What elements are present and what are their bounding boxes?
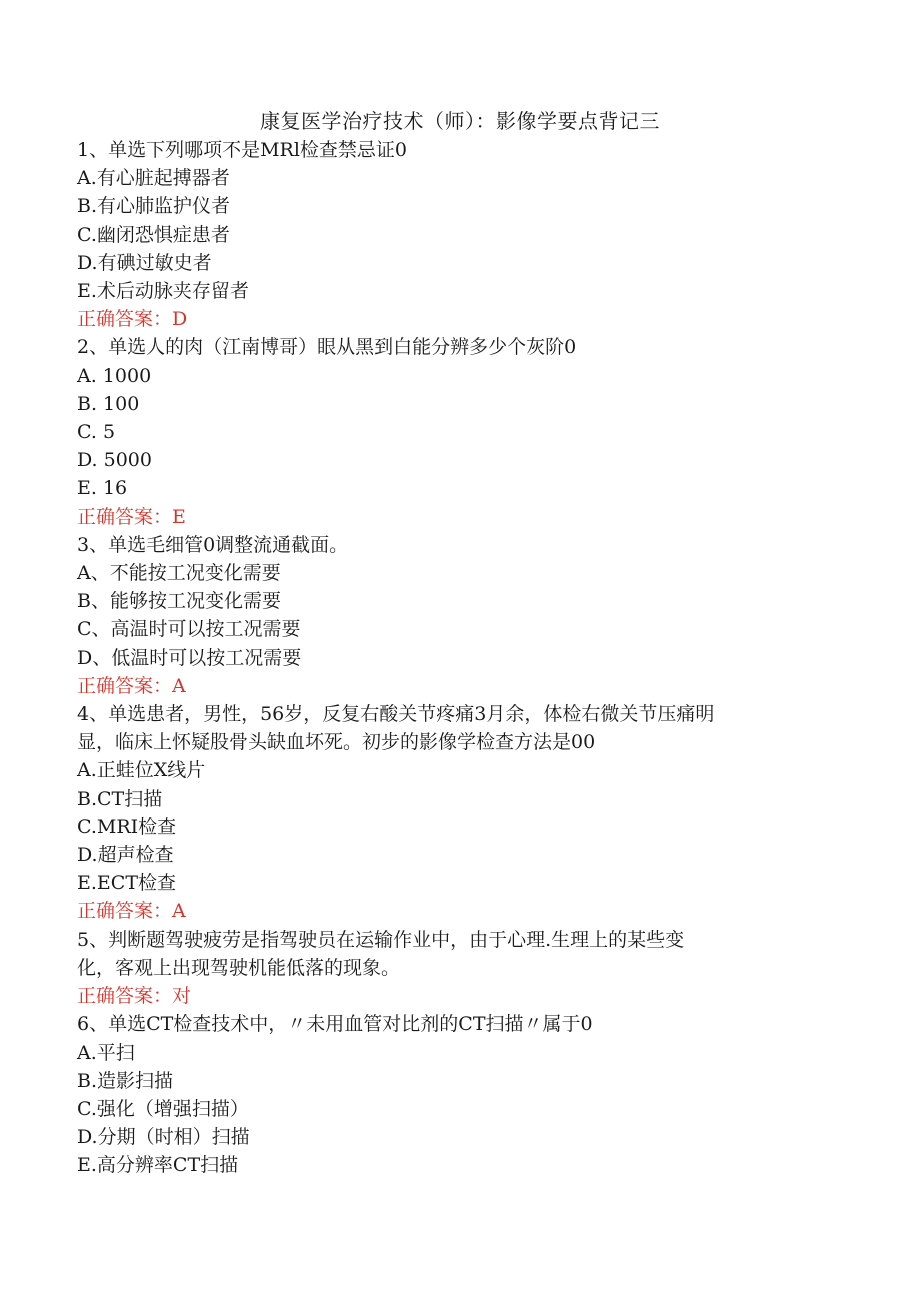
question-stem: 1、单选下列哪项不是MRl检查禁忌证0 xyxy=(77,139,408,161)
correct-answer: 正确答案：A xyxy=(77,674,186,697)
question-list xyxy=(77,136,817,1180)
option-b: B.CT扫描 xyxy=(77,787,163,810)
option-e: E.ECT检查 xyxy=(77,872,176,895)
question-4 xyxy=(77,700,817,926)
question-stem: 6、单选CT检查技术中，〃未用血管对比剂的CT扫描〃属于0 xyxy=(77,1013,593,1036)
question-2 xyxy=(77,333,817,530)
question-stem: 2、单选人的肉（江南博哥）眼从黑到白能分辨多少个灰阶0 xyxy=(77,336,577,359)
option-e: E.高分辨率CT扫描 xyxy=(77,1154,239,1177)
question-stem: 5、判断题驾驶疲劳是指驾驶员在运输作业中，由于心理.生理上的某些变 xyxy=(77,928,685,951)
option-b: B.有心肺监护仪者 xyxy=(77,195,231,218)
correct-answer: 正确答案：D xyxy=(77,308,188,331)
question-3 xyxy=(77,531,817,700)
option-a: A.有心脏起搏器者 xyxy=(77,167,230,190)
question-1 xyxy=(77,136,817,333)
correct-answer: 正确答案：对 xyxy=(77,985,192,1008)
question-6 xyxy=(77,1010,817,1179)
question-stem-continued: 显，临床上怀疑股骨头缺血坏死。初步的影像学检查方法是00 xyxy=(77,731,596,754)
option-c: C.MRI检查 xyxy=(77,815,177,838)
option-b: B. 100 xyxy=(77,392,140,415)
correct-answer: 正确答案：A xyxy=(77,900,186,923)
option-c: C.幽闭恐惧症患者 xyxy=(77,223,230,246)
correct-answer: 正确答案：E xyxy=(77,505,186,528)
question-stem-continued: 化，客观上出现驾驶机能低落的现象。 xyxy=(77,956,401,979)
option-d: D.超声检查 xyxy=(77,844,174,867)
option-b: B.造影扫描 xyxy=(77,1069,174,1092)
option-d: D. 5000 xyxy=(77,449,152,472)
option-c: C.强化（增强扫描） xyxy=(77,1097,249,1120)
question-5 xyxy=(77,926,817,1011)
option-c: C. 5 xyxy=(77,421,116,444)
option-c: C、高温时可以按工况需要 xyxy=(77,618,301,641)
option-d: D.有碘过敏史者 xyxy=(77,251,212,274)
document-title: 康复医学治疗技术（师）：影像学要点背记三 xyxy=(260,109,660,133)
option-a: A.平扫 xyxy=(77,1041,135,1064)
option-a: A.正蛙位X线片 xyxy=(77,759,206,782)
option-e: E.术后动脉夹存留者 xyxy=(77,280,249,303)
option-b: B、能够按工况变化需要 xyxy=(77,590,281,613)
option-d: D、低温时可以按工况需要 xyxy=(77,646,302,669)
question-stem: 4、单选患者，男性，56岁，反复右酸关节疼痛3月余，体检右微关节压痛明 xyxy=(77,703,715,726)
option-a: A、不能按工况变化需要 xyxy=(77,562,281,585)
option-d: D.分期（时相）扫描 xyxy=(77,1126,250,1149)
question-stem: 3、单选毛细管0调整流通截面。 xyxy=(77,533,349,556)
option-a: A. 1000 xyxy=(77,364,152,387)
option-e: E. 16 xyxy=(77,477,128,500)
